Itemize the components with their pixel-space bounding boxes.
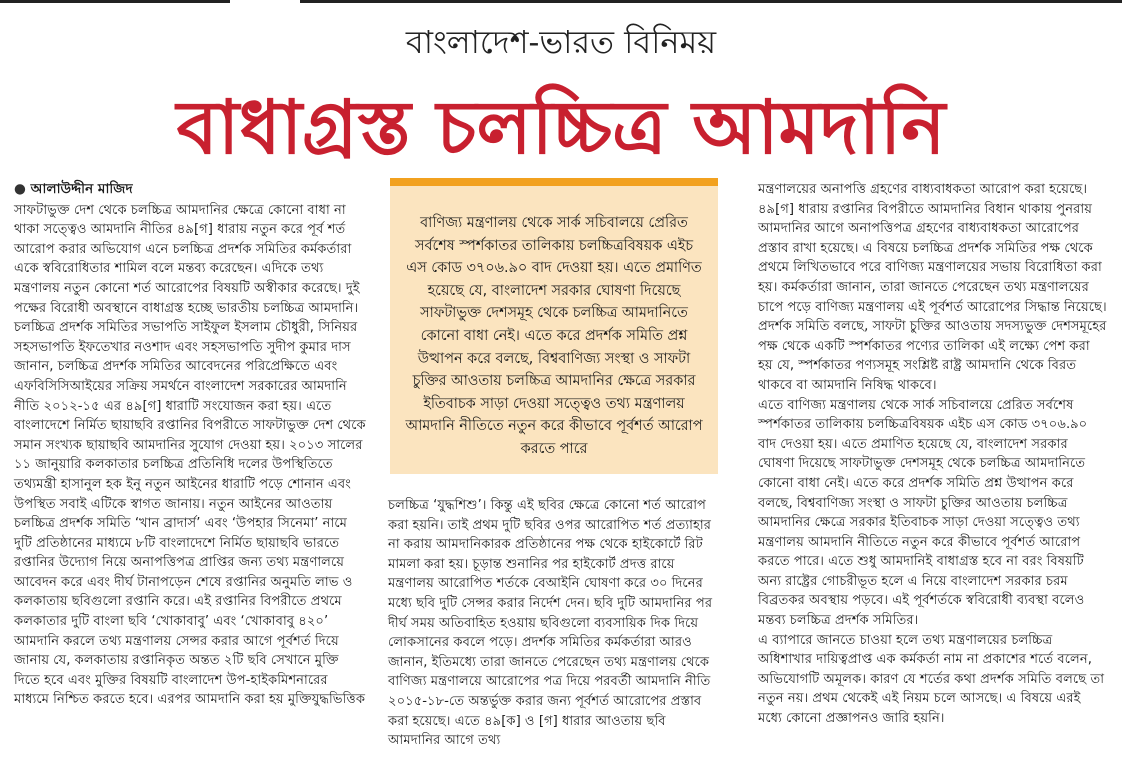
paragraph: চলচ্চিত্র প্রদর্শক সমিতির সভাপতি সাইফুল ইসলাম চৌধুরী, সিনিয়র সহসভাপতি ইফতেখার নওশাদ এবং সহসভাপতি সুদীপ কুমার দাস জানান, চলচ্চিত্র প্রদর্শক সমিতির আবেদনের পরিপ্রেক্ষিতে এবং এফবিসিসিআইয়ের সক্রিয় সমর্থনে বাংলাদেশ সরকারের আমদানি নীতি ২০১২-১৫ এর ৪৯[গ] ধারাটি সংযোজন করা হয়। এতে বাংলাদেশে নির্মিত ছায়াছবি রপ্তানির বিপরীতে সাফটাভুক্ত দেশ থেকে সমান সংখ্যক ছায়াছবি আমদানির সুযোগ দেওয়া হয়। ২০১৩ সালের ১১ জানুয়ারি কলকাতার চলচ্চিত্র প্রতিনিধি দলের উপস্থিতিতে তথ্যমন্ত্রী হাসানুল হক ইনু নতুন আইনের ধারাটি পড়ে শোনান এবং উপস্থিত সবাই এটিকে স্বাগত জানায়। নতুন আইনের আওতায় চলচ্চিত্র প্রদর্শক সমিতি ‘খান ব্রাদার্স’ এবং ‘উপহার সিনেমা’ নামে দুটি প্রতিষ্ঠানের মাধ্যমে ৮টি বাংলাদেশে নির্মিত ছায়াছবি ভারতে রপ্তানির উদ্যোগ নিয়ে অনাপত্তিপত্র প্রাপ্তির জন্য তথ্য মন্ত্রণালয়ে আবেদন করে এবং দীর্ঘ টানাপড়েন শেষে রপ্তানির অনুমতি লাভ ও কলকাতায় ছবিগুলো রপ্তানি করে। এই রপ্তানির বিপরীতে প্রথমে কলকাতার দুটি বাংলা ছবি ‘খোকাবাবু’ এবং ‘খোকাবাবু ৪২০’ আমদানি করলে তথ্য মন্ত্রণালয় সেন্সর করার আগে পূর্বশর্ত দিয়ে জানায় যে, কলকাতায় রপ্তানিকৃত অন্তত ২টি ছবি সেখানে মুক্তি দিতে হবে এবং মুক্তির বিষয়টি বাংলাদেশ উপ-হাইকমিশনারের মাধ্যমে নিশ্চিত করতে হবে। এরপর আমদানি করা হয় মুক্তিযুদ্ধভিত্তিক (14, 320, 366, 708)
paragraph: মন্ত্রণালয়ের অনাপত্তি গ্রহণের বাধ্যবাধকতা আরোপ করা হয়েছে। ৪৯[গ] ধারায় রপ্তানির বিপরীতে আমদানির বিধান থাকায় পুনরায় আমদানির আগে অনাপত্তিপত্র গ্রহণের বাধ্যবাধকতা আরোপের প্রস্তাব রাখা হয়েছে। এ বিষয়ে চলচ্চিত্র প্রদর্শক সমিতির পক্ষ থেকে প্রথমে লিখিতভাবে পরে বাণিজ্য মন্ত্রণালয়ের সভায় বিরোধিতা করা হয়। কর্মকর্তারা জানান, তারা জানতে পেরেছেন তথ্য মন্ত্রণালয়ের চাপে পড়ে বাণিজ্য মন্ত্রণালয় এই পূর্বশর্ত আরোপের সিদ্ধান্ত নিয়েছে। (758, 182, 1107, 315)
article-column-1 (14, 180, 366, 710)
byline (14, 180, 366, 200)
paragraph: সাফটাভুক্ত দেশ থেকে চলচ্চিত্র আমদানির ক্ষেত্রে কোনো বাধা না থাকা সত্ত্বেও আমদানি নীতির ৪৯[গ] ধারায় নতুন করে পূর্ব শর্ত আরোপ করার অভিযোগ এনে চলচ্চিত্র প্রদর্শক সমিতির কর্মকর্তারা একে স্ববিরোধিতার শামিল বলে মন্তব্য করেছেন। এদিকে তথ্য মন্ত্রণালয় নতুন কোনো শর্ত আরোপের বিষয়টি অস্বীকার করেছে। দুই পক্ষের বিরোধী অবস্থানে বাধাগ্রস্ত হচ্ছে ভারতীয় চলচ্চিত্র আমদানি। (14, 202, 360, 316)
article-column-3 (758, 180, 1108, 729)
article-column-2 (388, 496, 718, 751)
pull-quote-box (390, 178, 718, 474)
top-rule (0, 0, 1122, 6)
paragraph: প্রদর্শক সমিতি বলছে, সাফটা চুক্তির আওতায় সদস্যভুক্ত দেশসমূহের পক্ষ থেকে একটি স্পর্শকাতর পণ্যের তালিকা এই লক্ষ্যে পেশ করা হয় যে, স্পর্শকাতর পণ্যসমূহ সংশ্লিষ্ট রাষ্ট্র আমদানি থেকে বিরত থাকবে বা আমদানি নিষিদ্ধ থাকবে। (758, 319, 1107, 393)
paragraph: এতে বাণিজ্য মন্ত্রণালয় থেকে সার্ক সচিবালয়ে প্রেরিত সর্বশেষ স্পর্শকাতর তালিকায় চলচ্চিত্রবিষয়ক এইচ এস কোড ৩৭০৬.৯০ বাদ দেওয়া হয়। এতে প্রমাণিত হয়েছে যে, বাংলাদেশ সরকার ঘোষণা দিয়েছে সাফটাভুক্ত দেশসমূহ থেকে চলচ্চিত্র আমদানিতে কোনো বাধা নেই। এতে করে প্রদর্শক সমিতি প্রশ্ন উত্থাপন করে বলছে, বিশ্ববাণিজ্য সংস্থা ও সাফটা চুক্তির আওতায় চলচ্চিত্র আমদানির ক্ষেত্রে সরকার ইতিবাচক সাড়া দেওয়া সত্ত্বেও তথ্য মন্ত্রণালয় আমদানি নীতিতে নতুন করে কীভাবে পূর্বশর্ত আরোপ করতে পারে। এতে শুধু আমদানিই বাধাগ্রস্ত হবে না বরং বিষয়টি অন্য রাষ্ট্রের গোচরীভূত হলে এ নিয়ে বাংলাদেশ সরকার চরম বিব্রতকর অবস্থায় পড়বে। এই পূর্বশর্তকে স্ববিরোধী ব্যবস্থা বলেও মন্তব্য চলচ্চিত্র প্রদর্শক সমিতির। (758, 397, 1088, 629)
byline-author: আলাউদ্দীন মাজিদ (30, 181, 133, 197)
kicker-title: বাংলাদেশ-ভারত বিনিময় (405, 23, 717, 61)
headline: বাধাগ্রস্ত চলচ্চিত্র আমদানি (176, 85, 946, 171)
bullet-icon: ● (14, 181, 26, 197)
pull-quote-text: বাণিজ্য মন্ত্রণালয় থেকে সার্ক সচিবালয়ে প্রেরিত সর্বশেষ স্পর্শকাতর তালিকায় চলচ্চিত্রবিষয়ক এইচ এস কোড ৩৭০৬.৯০ বাদ দেওয়া হয়। এতে প্রমাণিত হয়েছে যে, বাংলাদেশ সরকার ঘোষণা দিয়েছে সাফটাভুক্ত দেশসমূহ থেকে চলচ্চিত্র আমদানিতে কোনো বাধা নেই। এতে করে প্রদর্শক সমিতি প্রশ্ন উত্থাপন করে বলছে, বিশ্ববাণিজ্য সংস্থা ও সাফটা চুক্তির আওতায় চলচ্চিত্র আমদানির ক্ষেত্রে সরকার ইতিবাচক সাড়া দেওয়া সত্ত্বেও তথ্য মন্ত্রণালয় আমদানি নীতিতে নতুন করে কীভাবে পূর্বশর্ত আরোপ করতে পারে (405, 215, 703, 457)
paragraph: চলচ্চিত্র ‘যুদ্ধশিশু’। কিন্তু এই ছবির ক্ষেত্রে কোনো শর্ত আরোপ করা হয়নি। তাই প্রথম দুটি ছবির ওপর আরোপিত শর্ত প্রত্যাহার না করায় আমদানিকারক প্রতিষ্ঠানের পক্ষ থেকে হাইকোর্টে রিট মামলা করা হয়। চূড়ান্ত শুনানির পর হাইকোর্ট প্রদত্ত রায়ে মন্ত্রণালয় আরোপিত শর্তকে বেআইনি ঘোষণা করে ৩০ দিনের মধ্যে ছবি দুটি সেন্সর করার নির্দেশ দেন। ছবি দুটি আমদানির পর দীর্ঘ সময় অতিবাহিত হওয়ায় ছবিগুলো ব্যবসায়িক দিক দিয়ে লোকসানের কবলে পড়ে। প্রদর্শক সমিতির কর্মকর্তারা আরও জানান, ইতিমধ্যে তারা জানতে পেরেছেন তথ্য মন্ত্রণালয় থেকে বাণিজ্য মন্ত্রণালয়ে আরোপের পত্র দিয়ে পরবর্তী আমদানি নীতি ২০১৫-১৮-তে অন্তর্ভুক্ত করার জন্য পূর্বশর্ত আরোপের প্রস্তাব করা হয়েছে। এতে ৪৯[ক] ও [গ] ধারার আওতায় ছবি আমদানির আগে তথ্য (388, 498, 713, 749)
paragraph: এ ব্যাপারে জানতে চাওয়া হলে তথ্য মন্ত্রণালয়ের চলচ্চিত্র অধিশাখার দায়িত্বপ্রাপ্ত এক কর্মকর্তা নাম না প্রকাশের শর্তে বলেন, অভিযোগটি অমূলক। কারণ যে শর্তের কথা প্রদর্শক সমিতি বলছে তা নতুন নয়। প্রথম থেকেই এই নিয়ম চলে আসছে। এ বিষয়ে এরই মধ্যে কোনো প্রজ্ঞাপনও জারি হয়নি। (758, 632, 1105, 727)
